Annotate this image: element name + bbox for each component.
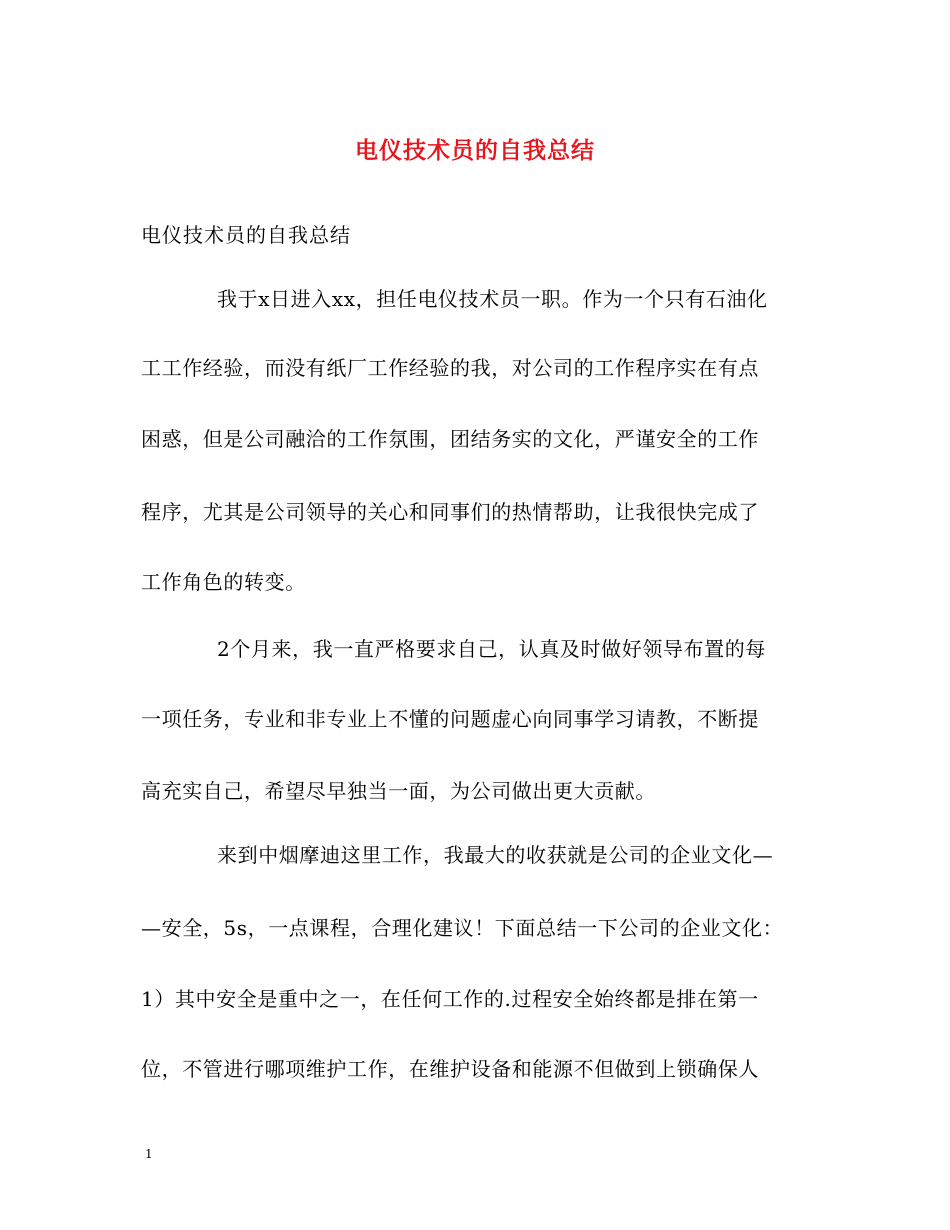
paragraph-line: 我于x日进入xx，担任电仪技术员一职。作为一个只有石油化 <box>217 287 768 311</box>
paragraph-line: —安全，5s，一点课程，合理化建议！下面总结一下公司的企业文化： <box>141 916 784 940</box>
paragraph-line: 高充实自己，希望尽早独当一面，为公司做出更大贡献。 <box>141 779 656 803</box>
paragraph-line: 程序，尤其是公司领导的关心和同事们的热情帮助，让我很快完成了 <box>141 500 759 524</box>
paragraph-line: 来到中烟摩迪这里工作，我最大的收获就是公司的企业文化— <box>217 843 774 867</box>
paragraph-line: 2个月来，我一直严格要求自己，认真及时做好领导布置的每 <box>217 637 766 661</box>
document-title: 电仪技术员的自我总结 <box>355 137 595 164</box>
paragraph-line: 工工作经验，而没有纸厂工作经验的我，对公司的工作程序实在有点 <box>141 356 759 380</box>
paragraph-line: 1）其中安全是重中之一，在任何工作的.过程安全始终都是排在第一 <box>141 987 759 1011</box>
page-number: 1 <box>145 1147 153 1161</box>
paragraph-line: 困惑，但是公司融洽的工作氛围，团结务实的文化，严谨安全的工作 <box>141 427 759 451</box>
document-subtitle: 电仪技术员的自我总结 <box>141 223 351 247</box>
paragraph-line: 位，不管进行哪项维护工作，在维护设备和能源不但做到上锁确保人 <box>141 1057 759 1081</box>
paragraph-line: 一项任务，专业和非专业上不懂的问题虚心向同事学习请教，不断提 <box>141 707 759 731</box>
paragraph-line: 工作角色的转变。 <box>141 570 306 594</box>
